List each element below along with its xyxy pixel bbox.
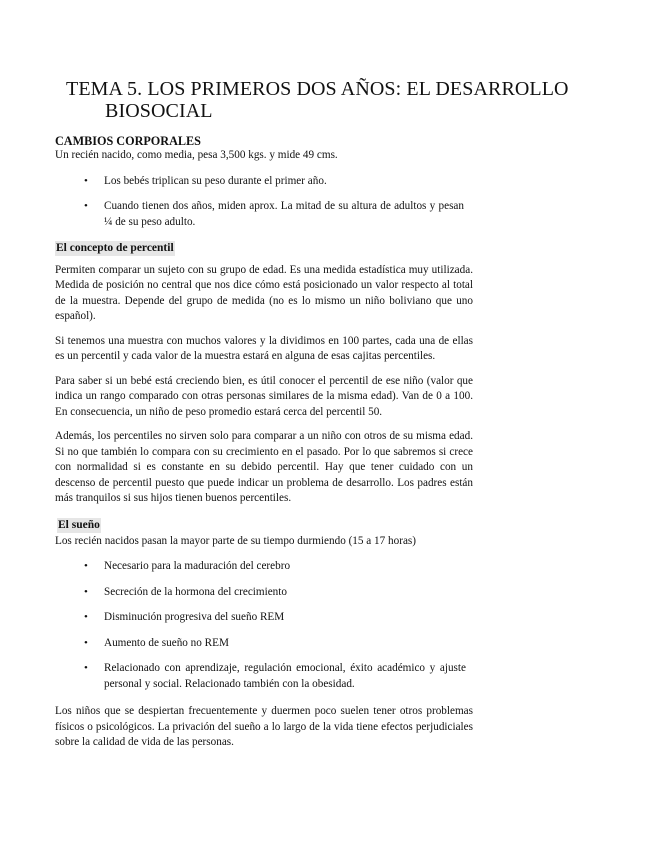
page-title bbox=[66, 78, 586, 122]
paragraph: Además, los percentiles no sirven solo para comparar a un niño con otros de su misma edad. Si no que también lo compara con su crecimiento en el pasado. Por lo que sabremos si crece con normalidad si es constante en su debido percentil. Hay que tener cuidado con un descenso de percentil puesto que puede indicar un problema de desarrollo. Los padres están más tranquilos si sus hijos tienen buenos percentiles. bbox=[55, 430, 473, 504]
cambios-intro: Un recién nacido, como media, pesa 3,500 kgs. y mide 49 cms. bbox=[55, 149, 338, 161]
paragraph: Los niños que se despiertan frecuentemente y duermen poco suelen tener otros problemas físicos o psicológicos. La privación del sueño a lo largo de la vida tiene efectos perjudiciales sobre la calidad de vida de las personas. bbox=[55, 705, 473, 748]
title-line-2: BIOSOCIAL bbox=[105, 100, 213, 122]
section-heading-sueno: El sueño bbox=[58, 519, 100, 531]
paragraph: Permiten comparar un sujeto con su grupo de edad. Es una medida estadística muy utilizada. Medida de posición no central que nos dice cómo está posicionado un valor respecto al total de la muestra. Depende del grupo de medida (no es lo mismo un niño boliviano que uno español). bbox=[55, 263, 473, 322]
list-item: • Secreción de la hormona del crecimiento bbox=[55, 585, 473, 601]
cambios-bullet-list bbox=[55, 174, 473, 231]
list-item: • Relacionado con aprendizaje, regulación emocional, éxito académico y ajuste personal y social. Relacionado también con la obesidad. bbox=[55, 661, 466, 692]
list-item: • Los bebés triplican su peso durante el primer año. bbox=[55, 174, 473, 190]
paragraph: Si tenemos una muestra con muchos valores y la dividimos en 100 partes, cada una de ellas es un percentil y cada valor de la muestra estará en alguna de esas cajitas percentiles. bbox=[55, 334, 473, 362]
section-heading-percentil: El concepto de percentil bbox=[56, 242, 174, 254]
title-line-1: TEMA 5. LOS PRIMEROS DOS AÑOS: EL DESARROLLO bbox=[66, 78, 569, 100]
list-item: • Disminución progresiva del sueño REM bbox=[55, 610, 473, 626]
list-item: • Necesario para la maduración del cerebro bbox=[55, 559, 473, 575]
sueno-intro: Los recién nacidos pasan la mayor parte de su tiempo durmiendo (15 a 17 horas) bbox=[55, 534, 416, 547]
section-heading-cambios: CAMBIOS CORPORALES bbox=[55, 134, 201, 148]
list-item: • Aumento de sueño no REM bbox=[55, 636, 473, 652]
list-item: • Cuando tienen dos años, miden aprox. La mitad de su altura de adultos y pesan ¼ de su peso adulto. bbox=[55, 199, 464, 230]
sueno-bullet-list bbox=[55, 559, 473, 692]
section-percentil bbox=[55, 241, 473, 507]
section-sueno bbox=[55, 518, 473, 751]
section-cambios-corporales bbox=[55, 134, 473, 230]
paragraph: Para saber si un bebé está creciendo bien, es útil conocer el percentil de ese niño (valor que indica un rango comparado con otras personas similares de la misma edad). Van de 0 a 100. En consecuencia, un niño de peso promedio estará cerca del percentil 50. bbox=[55, 374, 473, 418]
